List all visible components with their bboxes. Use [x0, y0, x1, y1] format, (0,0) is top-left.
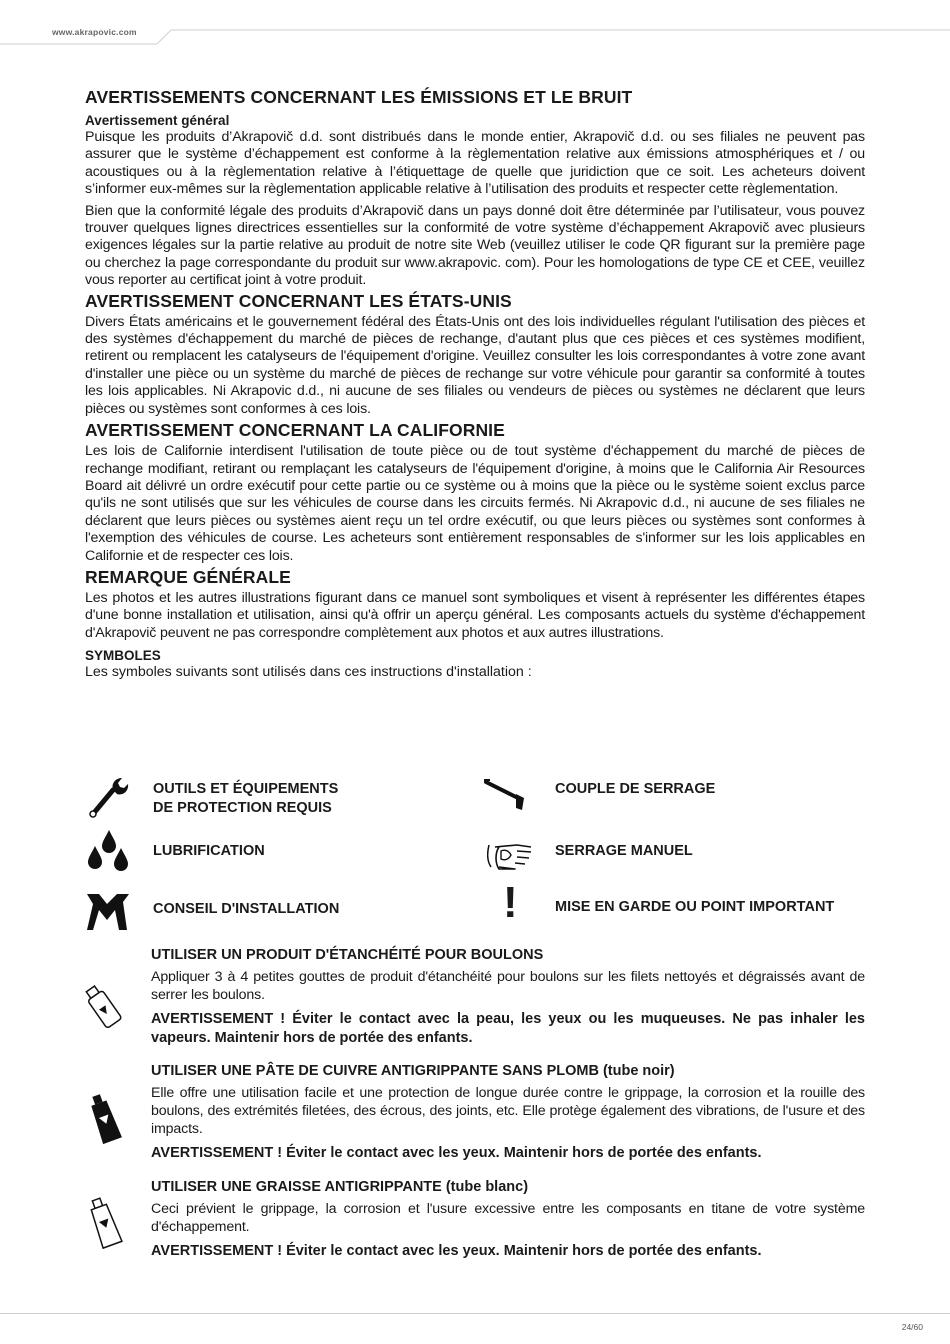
hand-icon [487, 832, 535, 880]
grease-warning: AVERTISSEMENT ! Éviter le contact avec les yeux. Maintenir hors de portée des enfants. [151, 1243, 762, 1259]
california-paragraph: Les lois de Californie interdisent l'utilisation de toute pièce ou de tout système d'échappement du marché de pièces de rechange modifiant, retirant ou remplaçant les catalyseurs de l'équipement d'origine, à moins que le California Air Resources Board ait délivré un ordre exécutif pour cette partie ou ce système ou à moins que la pièce ou le système soient exclus parce qu'ils ne sont utilisés que sur les véhicules de course dans les circuits fermés. Ni Akrapovic d.d., ni aucune de ses filiales ne déclarent que leurs pièces ou systèmes aient reçu un tel ordre exécutif, ou que leurs pièces ou systèmes sont conformes à l'exemption des véhicules de course. Les acheteurs sont entièrement responsables de s'informer sur les lois applicables en Californie et de respecter ces lois. [85, 443, 865, 564]
product-grease [85, 1178, 865, 1268]
exclamation-icon: ! [503, 878, 518, 927]
symbol-tools-label-2: DE PROTECTION REQUIS [153, 800, 332, 816]
symbol-lubrication-label: LUBRIFICATION [153, 843, 265, 859]
california-title: AVERTISSEMENT CONCERNANT LA CALIFORNIE [85, 420, 505, 441]
product-copper-paste [85, 1062, 865, 1172]
copper-paste-title: UTILISER UNE PÂTE DE CUIVRE ANTIGRIPPANTE SANS PLOMB (tube noir) [151, 1063, 675, 1079]
symbol-hand-tightening-label: SERRAGE MANUEL [555, 843, 693, 859]
main-content [85, 86, 865, 681]
grease-text: Ceci prévient le grippage, la corrosion et l'usure excessive entre les composants en titane de votre système d'échappement. [151, 1201, 865, 1235]
black-tube-icon [85, 1092, 125, 1148]
emissions-paragraph-2: Bien que la conformité légale des produits d’Akrapovič dans un pays donné doit être déterminée par l’utilisateur, vous pouvez trouver quelques lignes directrices essentielles sur la conformité de votre système d’échappement Akrapovič avec plusieurs exigences légales sur la partie relative au produit de notre site Web (veuillez utiliser le code QR figurant sur la première page ou cherchez la page correspondante du produit sur www.akrapovic. com). Pour les homologations de type CE et CEE, veuillez vous reporter au certificat joint à votre produit. [85, 202, 865, 289]
sealant-warning: AVERTISSEMENT ! Éviter le contact avec la peau, les yeux ou les muqueuses. Ne pas inhaler les vapeurs. Maintenir hors de portée des enfants. [151, 1011, 865, 1046]
page-number: 24/60 [901, 1322, 923, 1332]
product-sealant [85, 946, 865, 1056]
oil-drops-icon [85, 826, 133, 874]
symbol-caution-label: MISE EN GARDE OU POINT IMPORTANT [555, 899, 835, 915]
sealant-title: UTILISER UN PRODUIT D'ÉTANCHÉITÉ POUR BOULONS [151, 947, 544, 963]
symbols-grid [85, 772, 875, 932]
symbol-tools-label-1: OUTILS ET ÉQUIPEMENTS [153, 781, 339, 797]
general-note-title: REMARQUE GÉNÉRALE [85, 566, 291, 587]
emissions-title: AVERTISSEMENTS CONCERNANT LES ÉMISSIONS ET LE BRUIT [85, 87, 633, 107]
general-note-paragraph: Les photos et les autres illustrations figurant dans ce manuel sont symboliques et visent à représenter les différentes étapes d'une bonne installation et utilisation, ainsi qu'à offrir un aperçu général. Les composants actuels du système d'échappement d'Akrapovič peuvent ne pas correspondre complètement aux photos et aux autres illustrations. [85, 589, 865, 641]
usa-title: AVERTISSEMENT CONCERNANT LES ÉTATS-UNIS [85, 290, 512, 311]
usa-paragraph: Divers États américains et le gouvernement fédéral des États-Unis ont des lois individuelles régulant l'utilisation des pièces et des systèmes d'échappement du marché de pièces de rechange, d'autant plus que ces pièces et ces systèmes modifient, retirent ou remplacent les catalyseurs de l'équipement d'origine. Veuillez consulter les lois correspondantes à votre zone avant d'installer une pièce ou un système du marché de pièces de rechange sur votre véhicule pour garantir sa conformité à toutes les lois applicables. Ni Akrapovic d.d., ni aucune de ses filiales ou vendeurs de pièces ou systèmes ne déclarent que leurs pièces ou systèmes sont conformes à ces lois. [85, 313, 865, 417]
white-tube-icon [85, 1196, 125, 1252]
symbol-install-tip-label: CONSEIL D'INSTALLATION [153, 901, 340, 917]
grease-title: UTILISER UNE GRAISSE ANTIGRIPPANTE (tube blanc) [151, 1179, 529, 1195]
footer-rule [0, 1313, 950, 1314]
symbols-intro: Les symboles suivants sont utilisés dans ces instructions d'installation : [85, 664, 532, 681]
symbol-torque-label: COUPLE DE SERRAGE [555, 781, 716, 797]
symbols-title: SYMBOLES [85, 648, 161, 664]
emissions-subtitle: Avertissement général [85, 113, 230, 128]
sealant-text: Appliquer 3 à 4 petites gouttes de produit d'étanchéité pour boulons sur les filets nettoyés et dégraissés avant de serrer les boulons. [151, 969, 865, 1003]
wrench-icon [85, 774, 133, 822]
copper-paste-warning: AVERTISSEMENT ! Éviter le contact avec les yeux. Maintenir hors de portée des enfants. [151, 1145, 762, 1161]
header-rule [0, 0, 950, 50]
akrapovic-logo-icon [85, 888, 133, 936]
copper-paste-text: Elle offre une utilisation facile et une protection de longue durée contre le grippage, la corrosion et la rouille des boulons, des extrémités filetées, des écrous, des joints, etc. Elle protège également des vibrations, de l'usure et des impacts. [151, 1085, 865, 1137]
sealant-bottle-icon [85, 980, 125, 1036]
torque-wrench-icon [482, 772, 530, 820]
header-url[interactable]: www.akrapovic.com [52, 27, 137, 37]
emissions-paragraph-1: Puisque les produits d’Akrapovič d.d. sont distribués dans le monde entier, Akrapovič d.d. ou ses filiales ne peuvent pas assurer que le système d’échappement est conforme à la règlementation relative aux émissions atmosphériques et / ou acoustiques ou à la règlementation relative à l’étiquettage de quelle que juridiction que ce soit. Les acheteurs doivent s’informer eux-mêmes sur la règlementation applicable relative à l’utilisation des produits et respecter cette règlementation. [85, 129, 865, 198]
